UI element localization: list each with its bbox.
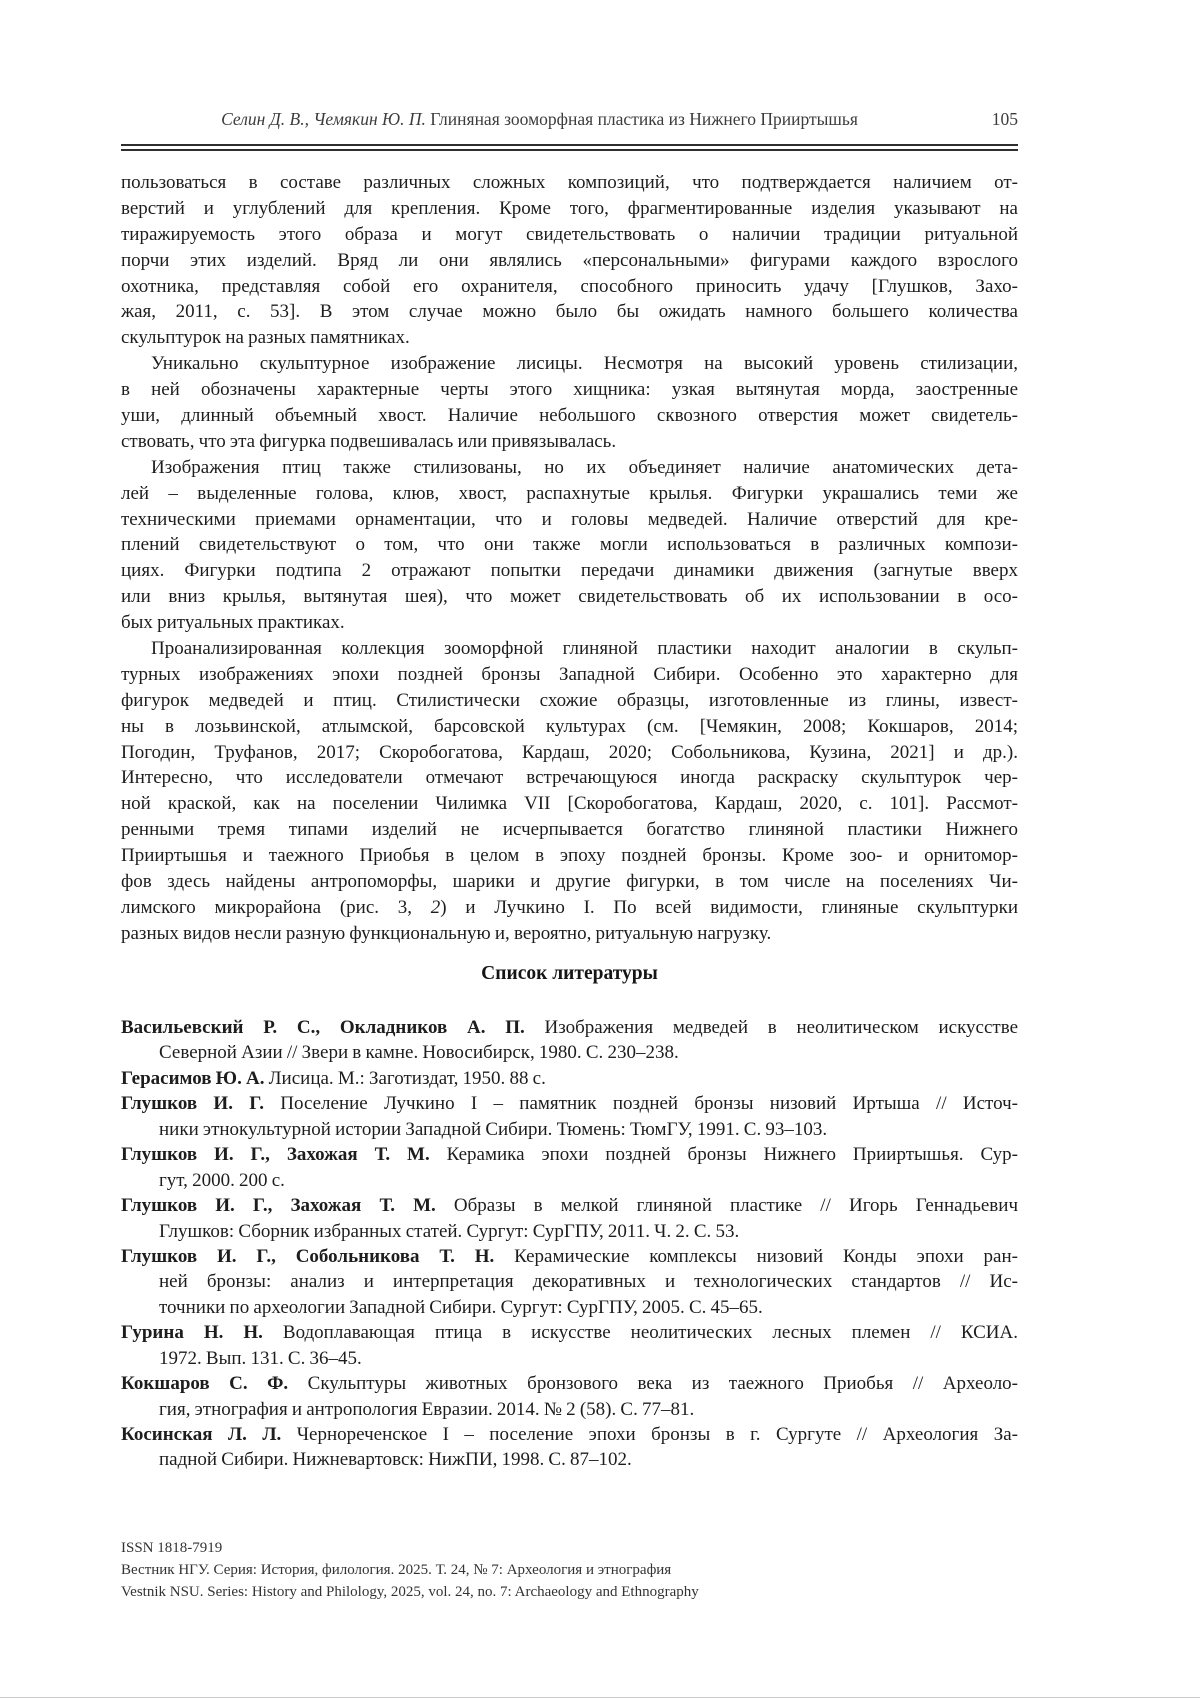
body-line: ренными тремя типами изделий не исчерпывается богатство глиняной пластики Нижнего	[121, 819, 1018, 841]
reference-line: Северной Азии // Звери в камне. Новосибирск, 1980. С. 230–238.	[159, 1042, 679, 1064]
reference-item	[121, 1244, 1018, 1320]
reference-authors: Кокшаров С. Ф.	[121, 1373, 289, 1395]
body-line: верстий и углублений для крепления. Кроме того, фрагментированные изделия указывают на	[121, 197, 1018, 219]
figure-ref-pre: лимского микрорайона (рис. 3,	[121, 896, 431, 918]
body-line: турных изображениях эпохи поздней бронзы Западной Сибири. Особенно это характерно для	[121, 663, 1018, 685]
reference-line	[121, 1142, 1018, 1167]
reference-item	[121, 1422, 1018, 1473]
page-footer	[121, 1537, 1018, 1603]
reference-line	[121, 1422, 1018, 1447]
body-line: ной краской, как на поселении Чилимка VII [Скоробогатова, Кардаш, 2020, с. 101]. Рассмот-	[121, 793, 1018, 815]
figure-ref-number: 2	[430, 896, 441, 918]
body-line: Уникально скульптурное изображение лисицы. Несмотря на высокий уровень стилизации,	[151, 353, 1018, 375]
reference-item	[121, 1320, 1018, 1371]
body-line: фов здесь найдены антропоморфы, шарики и другие фигурки, в том числе на поселениях Чи-	[121, 871, 1018, 893]
reference-list	[121, 1015, 1018, 1473]
running-header-authors: Селин Д. В., Чемякин Ю. П.	[221, 109, 426, 129]
page-content	[121, 0, 1018, 1697]
page-number: 105	[991, 109, 1018, 129]
reference-line	[121, 1015, 1018, 1040]
journal-info-ru: Вестник НГУ. Серия: История, филология. 2025. Т. 24, № 7: Археология и этнография	[121, 1562, 672, 1578]
reference-item	[121, 1142, 1018, 1193]
paragraph	[121, 351, 1018, 455]
paragraph	[121, 455, 1018, 636]
body-line: или вниз крылья, вытянутая шея), что может свидетельствовать об их использовании в осо-	[121, 586, 1018, 608]
reference-item	[121, 1091, 1018, 1142]
body-line: лей – выделенные голова, клюв, хвост, распахнутые крылья. Фигурки украшались теми же	[121, 482, 1018, 504]
body-line: жая, 2011, с. 53]. В этом случае можно было бы ожидать намного большего количества	[121, 301, 1018, 323]
reference-text: Изображения медведей в неолитическом искусстве	[544, 1017, 1018, 1038]
reference-authors: Герасимов Ю. А.	[121, 1067, 265, 1089]
body-line: порчи этих изделий. Вряд ли они являлись «персональными» фигурами каждого взрослого	[121, 249, 1018, 271]
running-header	[121, 106, 958, 132]
reference-text: Керамические комплексы низовий Конды эпохи ран-	[514, 1245, 1018, 1267]
article-body	[121, 170, 1018, 947]
body-line: ны в лозьвинской, атлымской, барсовской культурах (см. [Чемякин, 2008; Кокшаров, 2014;	[121, 715, 1018, 737]
reference-text: Керамика эпохи поздней бронзы Нижнего Прииртышья. Сур-	[446, 1144, 1018, 1166]
reference-text: Чернореченское I – поселение эпохи бронзы в г. Сургуте // Археология За-	[296, 1424, 1018, 1445]
reference-authors: Косинская Л. Л.	[121, 1424, 282, 1445]
body-line: Изображения птиц также стилизованы, но их объединяет наличие анатомических дета-	[151, 456, 1018, 478]
reference-authors: Глушков И. Г., Собольникова Т. Н.	[121, 1245, 495, 1267]
reference-text: Поселение Лучкино I – памятник поздней бронзы низовий Иртыша // Источ-	[280, 1093, 1018, 1115]
paragraph	[121, 170, 1018, 351]
reference-line	[121, 1091, 1018, 1116]
reference-item	[121, 1066, 1018, 1091]
body-line: разных видов несли разную функциональную и, вероятно, ритуальную нагрузку.	[121, 922, 772, 944]
reference-line: ней бронзы: анализ и интерпретация декоративных и технологических стандартов // Ис-	[159, 1271, 1018, 1293]
reference-item	[121, 1371, 1018, 1422]
reference-text: Образы в мелкой глиняной пластике // Игорь Геннадьевич	[453, 1195, 1018, 1217]
body-line-figure-ref	[121, 895, 1018, 921]
body-line: тиражируемость этого образа и могут свидетельствовать о наличии традиции ритуальной	[121, 223, 1018, 245]
body-line: техническими приемами орнаментации, что и головы медведей. Наличие отверстий для кре-	[121, 508, 1018, 530]
reference-line: ники этнокультурной истории Западной Сибири. Тюмень: ТюмГУ, 1991. С. 93–103.	[159, 1118, 828, 1140]
body-line: пользоваться в составе различных сложных композиций, что подтверждается наличием от-	[121, 172, 1018, 193]
figure-ref-post: ) и Лучкино I. По всей видимости, глиняные скульптурки	[440, 896, 1018, 918]
reference-line: Глушков: Сборник избранных статей. Сургут: СурГПУ, 2011. Ч. 2. С. 53.	[159, 1220, 740, 1242]
reference-line	[121, 1066, 1018, 1091]
body-line: Проанализированная коллекция зооморфной глиняной пластики находит аналогии в скульп-	[151, 638, 1018, 660]
reference-item	[121, 1193, 1018, 1244]
reference-authors: Васильевский Р. С., Окладников А. П.	[121, 1017, 525, 1038]
reference-authors: Глушков И. Г., Захожая Т. М.	[121, 1144, 430, 1166]
reference-line	[121, 1244, 1018, 1269]
body-line: бых ритуальных практиках.	[121, 612, 345, 634]
reference-text: Водоплавающая птица в искусстве неолитических лесных племен // КСИА.	[282, 1322, 1018, 1344]
header-double-rule	[121, 144, 1018, 151]
reference-authors: Глушков И. Г., Захожая Т. М.	[121, 1195, 436, 1217]
body-line: плений свидетельствуют о том, что они также могли использоваться в различных компози-	[121, 534, 1018, 556]
references-heading: Список литературы	[481, 963, 658, 984]
body-line: циях. Фигурки подтипа 2 отражают попытки передачи динамики движения (загнутые вверх	[121, 560, 1018, 582]
body-line: охотника, представляя собой его охранителя, способного приносить удачу [Глушков, Захо-	[121, 275, 1018, 297]
paragraph	[121, 636, 1018, 947]
reference-text: Скульптуры животных бронзового века из таежного Приобья // Археоло-	[307, 1373, 1018, 1395]
reference-line: точники по археологии Западной Сибири. Сургут: СурГПУ, 2005. С. 45–65.	[159, 1296, 763, 1318]
body-line: ствовать, что эта фигурка подвешивалась или привязывалась.	[121, 430, 617, 452]
body-line: фигурок медведей и птиц. Стилистически схожие образцы, изготовленные из глины, извест-	[121, 689, 1018, 711]
reference-line	[121, 1320, 1018, 1345]
reference-line	[121, 1371, 1018, 1396]
reference-line: гия, этнография и антропология Евразии. 2014. № 2 (58). С. 77–81.	[159, 1398, 695, 1420]
running-header-title: Глиняная зооморфная пластика из Нижнего Прииртышья	[430, 109, 858, 129]
body-line: Прииртышья и таежного Приобья в целом в эпоху поздней бронзы. Кроме зоо- и орнитомор-	[121, 845, 1018, 867]
reference-text: Лисица. М.: Заготиздат, 1950. 88 с.	[268, 1067, 546, 1089]
reference-line: гут, 2000. 200 с.	[159, 1169, 285, 1191]
reference-authors: Гурина Н. Н.	[121, 1322, 263, 1344]
reference-line: 1972. Вып. 131. С. 36–45.	[159, 1347, 362, 1369]
reference-line: падной Сибири. Нижневартовск: НижПИ, 1998. С. 87–102.	[159, 1449, 632, 1471]
body-line: в ней обозначены характерные черты этого хищника: узкая вытянутая морда, заостренные	[121, 379, 1018, 401]
issn: ISSN 1818-7919	[121, 1540, 223, 1556]
reference-item	[121, 1015, 1018, 1066]
body-line: уши, длинный объемный хвост. Наличие небольшого сквозного отверстия может свидетель-	[121, 405, 1018, 427]
reference-authors: Глушков И. Г.	[121, 1093, 264, 1115]
body-line: Интересно, что исследователи отмечают встречающуюся иногда раскраску скульптурок чер-	[121, 767, 1018, 789]
body-line: Погодин, Труфанов, 2017; Скоробогатова, Кардаш, 2020; Собольникова, Кузина, 2021] и др.).	[121, 741, 1018, 763]
journal-info-en: Vestnik NSU. Series: History and Philology, 2025, vol. 24, no. 7: Archaeology and Ethnography	[121, 1584, 699, 1600]
body-line: скульптурок на разных памятниках.	[121, 327, 410, 349]
reference-line	[121, 1193, 1018, 1218]
